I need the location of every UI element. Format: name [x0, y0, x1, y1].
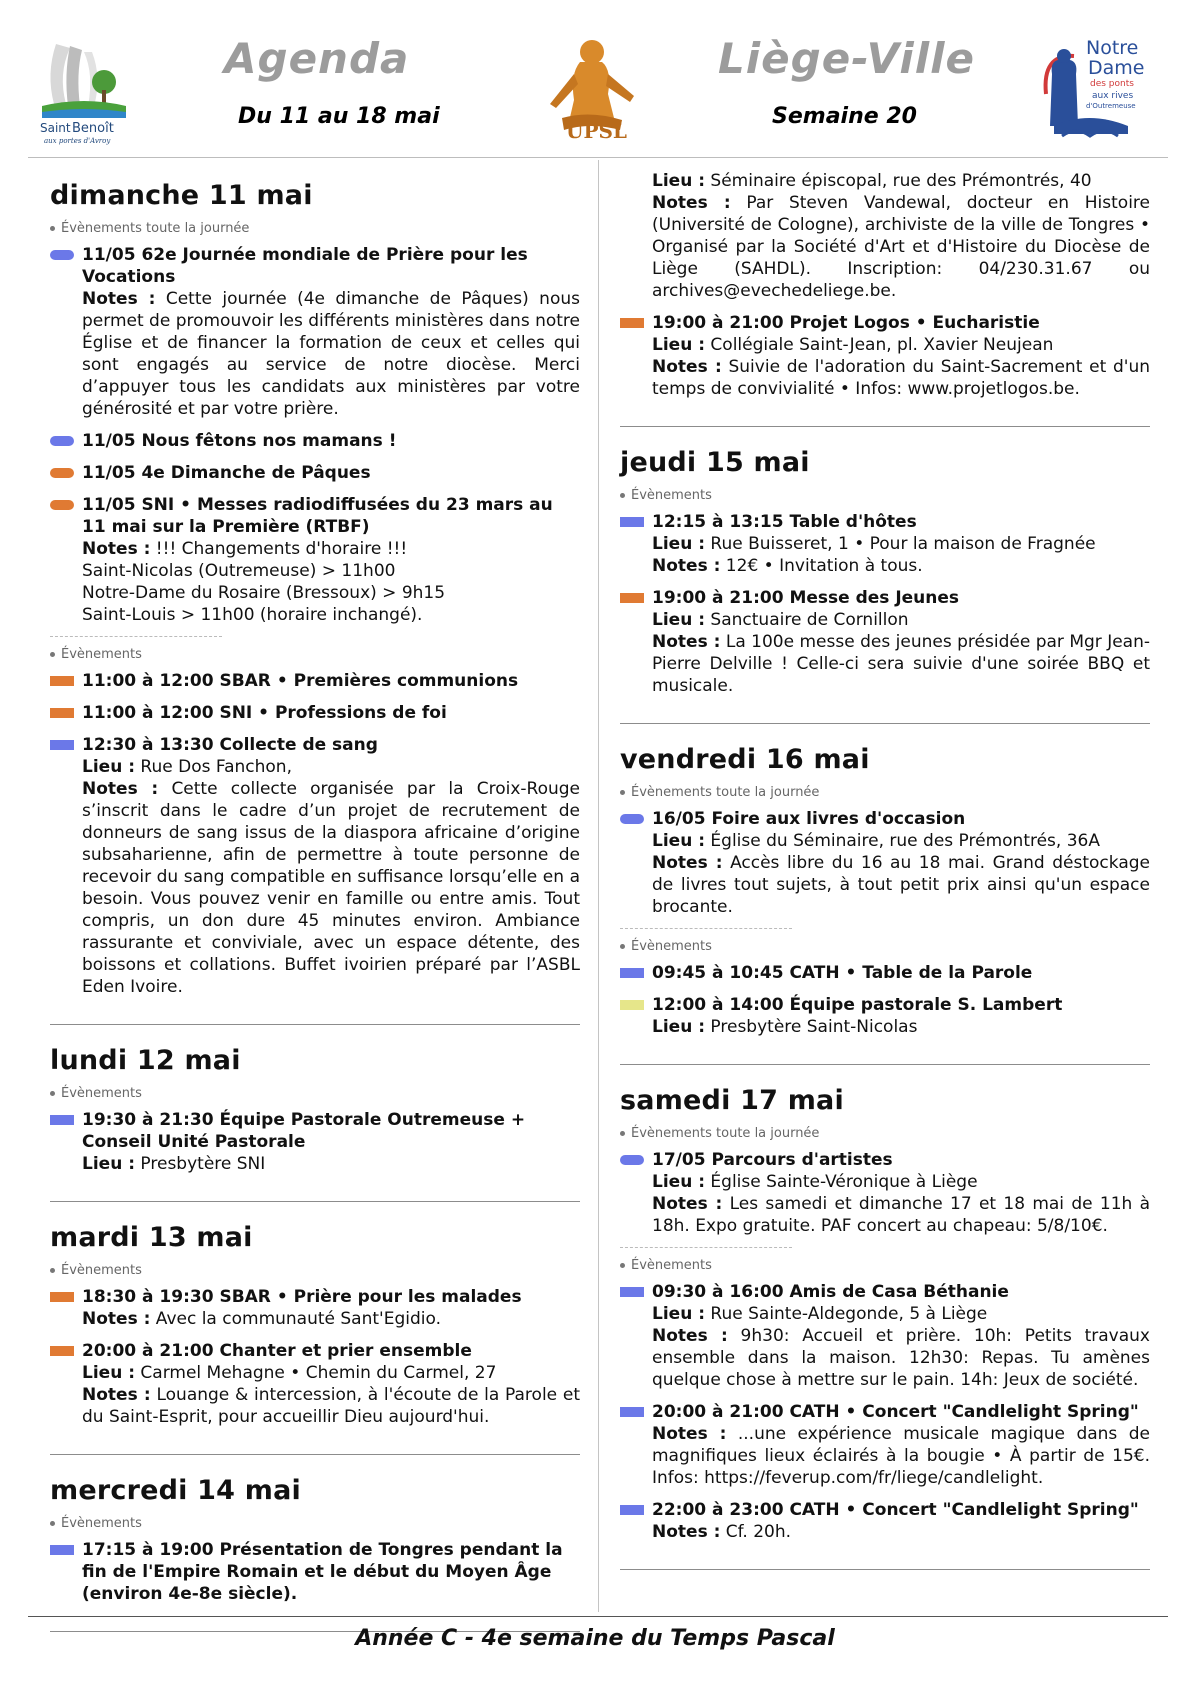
event-detail-line	[652, 1171, 1150, 1193]
detail-value: Sanctuaire de Cornillon	[705, 610, 909, 630]
detail-value: Saint-Louis > 11h00 (horaire inchangé).	[82, 605, 423, 625]
section-separator	[620, 1247, 792, 1248]
bullet-icon	[620, 1131, 625, 1136]
detail-value: Par Steven Vandewal, docteur en Histoire (Université de Cologne), archiviste de la ville de Tongres • Organisé par la Société d'Art et d'Histoire du Diocèse de Liège (SAHDL). Inscription: 04/230.31.67 ou archives@evechedeliege.be.	[652, 193, 1150, 301]
event-color-marker	[50, 500, 74, 510]
bullet-icon	[50, 652, 55, 657]
detail-key: Notes :	[652, 1326, 728, 1346]
section-separator	[620, 928, 792, 929]
event-color-marker	[620, 814, 644, 824]
detail-value: Presbytère Saint-Nicolas	[705, 1017, 918, 1037]
logo-right-line1: Notre	[1086, 37, 1139, 59]
event-title: 12:30 à 13:30 Collecte de sang	[82, 735, 378, 755]
day-title: mercredi 14 mai	[50, 1475, 301, 1506]
event-detail-line	[652, 1521, 1150, 1543]
detail-value: Saint-Nicolas (Outremeuse) > 11h00	[82, 561, 396, 581]
detail-value: Cf. 20h.	[720, 1522, 792, 1542]
detail-key: Lieu :	[652, 610, 706, 630]
detail-value: Suivie de l'adoration du Saint-Sacrement et d'un temps de convivialité • Infos: www.projetlogos.be.	[652, 357, 1150, 399]
detail-value: Rue Buisseret, 1 • Pour la maison de Fragnée	[705, 534, 1096, 554]
detail-value: Carmel Mehagne • Chemin du Carmel, 27	[135, 1363, 497, 1383]
event-color-marker	[620, 318, 644, 328]
event-detail-line	[82, 1308, 580, 1330]
section-label-text: Évènements	[61, 1263, 142, 1278]
upsl-logo	[530, 34, 650, 146]
event-detail-line	[82, 1362, 580, 1384]
detail-key: Lieu :	[652, 335, 706, 355]
day-title: dimanche 11 mai	[50, 180, 313, 211]
column-divider	[598, 160, 599, 1612]
event-title: 11/05 Nous fêtons nos mamans !	[82, 431, 397, 451]
logo-right-line5: d'Outremeuse	[1086, 102, 1136, 110]
event-title: 19:00 à 21:00 Messe des Jeunes	[652, 588, 960, 608]
event-item	[620, 587, 1150, 697]
bullet-icon	[50, 1268, 55, 1273]
event-color-marker	[620, 968, 644, 978]
section-label	[50, 1516, 580, 1531]
detail-key: Notes :	[82, 1385, 151, 1405]
detail-key: Notes :	[82, 539, 151, 559]
event-detail-line	[82, 604, 580, 626]
page-header	[0, 0, 1190, 160]
logo-right-line3: des ponts	[1090, 79, 1134, 89]
detail-key: Lieu :	[652, 534, 706, 554]
event-item	[620, 1401, 1150, 1489]
event-detail-line	[652, 852, 1150, 918]
saint-benoit-logo	[36, 34, 132, 146]
detail-value: !!! Changements d'horaire !!!	[150, 539, 408, 559]
event-detail-line	[652, 533, 1150, 555]
section-label-text: Évènements toute la journée	[61, 221, 250, 236]
event-title: 19:30 à 21:30 Équipe Pastorale Outremeuse + Conseil Unité Pastorale	[82, 1110, 526, 1152]
page-footer: Année C - 4e semaine du Temps Pascal	[355, 1626, 835, 1651]
detail-key: Lieu :	[652, 1304, 706, 1324]
logo-left-tagline: aux portes d'Avroy	[44, 137, 111, 145]
section-label	[50, 1263, 580, 1278]
detail-key: Notes :	[652, 1522, 721, 1542]
detail-value: Notre-Dame du Rosaire (Bressoux) > 9h15	[82, 583, 446, 603]
event-item	[620, 1281, 1150, 1391]
section-label-text: Évènements	[61, 1516, 142, 1531]
event-color-marker	[620, 1407, 644, 1417]
event-color-marker	[50, 436, 74, 446]
continued-event	[620, 170, 1150, 302]
bullet-icon	[620, 493, 625, 498]
section-label-text: Évènements	[61, 647, 142, 662]
detail-key: Notes :	[652, 1424, 727, 1444]
detail-key: Lieu :	[652, 1017, 706, 1037]
day-block	[50, 180, 580, 1025]
event-color-marker	[620, 517, 644, 527]
event-item	[620, 962, 1150, 984]
agenda-title: Agenda	[224, 34, 410, 83]
event-detail-line	[652, 334, 1150, 356]
event-color-marker	[50, 708, 74, 718]
event-color-marker	[50, 676, 74, 686]
day-block-continued	[620, 302, 1150, 427]
day-block	[50, 1222, 580, 1455]
logo-left-line1: Saint	[40, 121, 71, 135]
event-detail-line	[652, 631, 1150, 697]
section-label	[50, 1086, 580, 1101]
section-label	[620, 1126, 1150, 1141]
event-item	[50, 1539, 580, 1605]
event-item	[50, 494, 580, 626]
bullet-icon	[50, 226, 55, 231]
event-item	[50, 1340, 580, 1428]
detail-value: Les samedi et dimanche 17 et 18 mai de 11h à 18h. Expo gratuite. PAF concert au chapeau: 5/8/10€.	[652, 1194, 1150, 1236]
event-detail-line	[652, 830, 1150, 852]
detail-key: Notes :	[652, 1194, 723, 1214]
detail-key: Notes :	[652, 632, 721, 652]
event-detail-line	[652, 555, 1150, 577]
event-detail-line	[652, 170, 1150, 192]
day-block	[50, 1475, 580, 1632]
day-block	[50, 1045, 580, 1202]
event-detail-line	[652, 192, 1150, 302]
detail-key: Lieu :	[82, 757, 136, 777]
event-title: 12:15 à 13:15 Table d'hôtes	[652, 512, 917, 532]
event-item	[50, 1286, 580, 1330]
detail-key: Notes :	[82, 1309, 151, 1329]
event-title: 20:00 à 21:00 Chanter et prier ensemble	[82, 1341, 472, 1361]
section-label-text: Évènements toute la journée	[631, 1126, 820, 1141]
event-detail-line	[82, 582, 580, 604]
event-title: 09:45 à 10:45 CATH • Table de la Parole	[652, 963, 1033, 983]
day-block	[620, 744, 1150, 1065]
event-item	[50, 670, 580, 692]
event-color-marker	[50, 1292, 74, 1302]
detail-key: Lieu :	[652, 171, 706, 191]
event-color-marker	[620, 1155, 644, 1165]
detail-value: Collégiale Saint-Jean, pl. Xavier Neujean	[705, 335, 1054, 355]
event-title: 22:00 à 23:00 CATH • Concert "Candlelight Spring"	[652, 1500, 1139, 1520]
event-detail-line	[652, 1193, 1150, 1237]
event-detail-line	[82, 1153, 580, 1175]
section-label	[620, 939, 1150, 954]
logo-right-line2: Dame	[1088, 57, 1145, 79]
detail-key: Notes :	[652, 193, 731, 213]
bullet-icon	[620, 944, 625, 949]
detail-key: Notes :	[82, 289, 156, 309]
detail-value: Louange & intercession, à l'écoute de la Parole et du Saint-Esprit, pour accueillir Dieu aujourd'hui.	[82, 1385, 580, 1427]
event-detail-line	[82, 1384, 580, 1428]
detail-value: Avec la communauté Sant'Egidio.	[150, 1309, 441, 1329]
detail-value: Séminaire épiscopal, rue des Prémontrés, 40	[705, 171, 1092, 191]
section-label-text: Évènements toute la journée	[631, 785, 820, 800]
event-color-marker	[620, 1505, 644, 1515]
event-detail-line	[82, 538, 580, 560]
left-column	[50, 160, 580, 1642]
event-title: 17:15 à 19:00 Présentation de Tongres pendant la fin de l'Empire Romain et le début du Moyen Âge (environ 4e-8e siècle).	[82, 1540, 563, 1604]
event-item	[620, 312, 1150, 400]
event-item	[50, 1109, 580, 1175]
event-color-marker	[50, 1545, 74, 1555]
detail-value: Église Sainte-Véronique à Liège	[705, 1172, 978, 1192]
event-color-marker	[620, 593, 644, 603]
day-block	[620, 447, 1150, 724]
detail-value: La 100e messe des jeunes présidée par Mgr Jean-Pierre Delville ! Celle-ci sera suivie d'une soirée BBQ et musicale.	[652, 632, 1150, 696]
detail-key: Notes :	[652, 556, 721, 576]
event-title: 19:00 à 21:00 Projet Logos • Eucharistie	[652, 313, 1040, 333]
event-color-marker	[620, 1287, 644, 1297]
event-detail-line	[652, 1423, 1150, 1489]
section-label-text: Évènements	[631, 939, 712, 954]
section-label-text: Évènements	[631, 488, 712, 503]
event-detail-line	[652, 609, 1150, 631]
event-detail-line	[652, 1016, 1150, 1038]
event-detail-line	[82, 560, 580, 582]
day-title: vendredi 16 mai	[620, 744, 870, 775]
event-title: 17/05 Parcours d'artistes	[652, 1150, 893, 1170]
event-color-marker	[50, 740, 74, 750]
header-divider	[28, 157, 1168, 158]
day-title: samedi 17 mai	[620, 1085, 844, 1116]
event-color-marker	[50, 468, 74, 478]
section-label	[50, 647, 580, 662]
section-label	[50, 221, 580, 236]
day-title: mardi 13 mai	[50, 1222, 253, 1253]
event-color-marker	[620, 1000, 644, 1010]
event-detail-line	[652, 1303, 1150, 1325]
detail-key: Lieu :	[82, 1154, 136, 1174]
right-column	[620, 160, 1150, 1580]
detail-value: Rue Dos Fanchon,	[135, 757, 292, 777]
detail-value: Cette journée (4e dimanche de Pâques) nous permet de promouvoir les différents ministères dans notre Église et de financer la formation de ceux et celles qui sont engagés au service de notre diocèse. Merci d’appuyer tous les candidats aux ministères par votre générosité et par votre prière.	[82, 289, 580, 419]
day-title: lundi 12 mai	[50, 1045, 241, 1076]
day-title: jeudi 15 mai	[620, 447, 810, 478]
event-item	[620, 511, 1150, 577]
detail-key: Notes :	[652, 853, 723, 873]
event-color-marker	[50, 250, 74, 260]
detail-value: Accès libre du 16 au 18 mai. Grand déstockage de livres tout sujets, à tout petit prix ainsi qu'un espace brocante.	[652, 853, 1150, 917]
date-range: Du 11 au 18 mai	[238, 104, 440, 129]
detail-key: Lieu :	[82, 1363, 136, 1383]
event-detail-line	[82, 288, 580, 420]
detail-value: 9h30: Accueil et prière. 10h: Petits travaux ensemble dans la maison. 12h30: Repas. Tu amènes quelque chose à mettre sur le pain. 14h: Jeux de société.	[652, 1326, 1150, 1390]
bullet-icon	[620, 1263, 625, 1268]
detail-value: Presbytère SNI	[135, 1154, 266, 1174]
day-block	[620, 1085, 1150, 1570]
logo-center-text: UPSL	[566, 119, 627, 143]
bullet-icon	[620, 790, 625, 795]
section-label-text: Évènements	[61, 1086, 142, 1101]
detail-value: 12€ • Invitation à tous.	[720, 556, 923, 576]
detail-value: Rue Sainte-Aldegonde, 5 à Liège	[705, 1304, 988, 1324]
event-detail-line	[82, 756, 580, 778]
logo-left-line2: Benoît	[72, 121, 114, 136]
event-title: 18:30 à 19:30 SBAR • Prière pour les malades	[82, 1287, 522, 1307]
event-item	[620, 1499, 1150, 1543]
detail-key: Notes :	[82, 779, 159, 799]
event-title: 20:00 à 21:00 CATH • Concert "Candlelight Spring"	[652, 1402, 1139, 1422]
section-label	[620, 488, 1150, 503]
detail-value: Cette collecte organisée par la Croix-Rouge s’inscrit dans le cadre d’un projet de recrutement de donneurs de sang issus de la diaspora africaine d’origine subsaharienne, afin de permettre à toute personne de recevoir du sang compatible en suffisance lorsqu’elle en a besoin. Vous pouvez venir en famille ou entre amis. Tout compris, un don dure 45 minutes environ. Ambiance rassurante et conviviale, avec un espace détente, des boissons et collations. Buffet ivoirien préparé par l’ASBL Eden Ivoire.	[82, 779, 580, 997]
bullet-icon	[50, 1521, 55, 1526]
footer-divider	[28, 1616, 1168, 1617]
detail-value: Église du Séminaire, rue des Prémontrés, 36A	[705, 831, 1100, 851]
event-title: 12:00 à 14:00 Équipe pastorale S. Lambert	[652, 995, 1063, 1015]
event-item	[50, 702, 580, 724]
section-label	[620, 785, 1150, 800]
section-label	[620, 1258, 1150, 1273]
event-item	[50, 430, 580, 452]
notre-dame-logo	[1028, 34, 1158, 150]
event-item	[620, 994, 1150, 1038]
event-item	[50, 462, 580, 484]
event-title: 11/05 62e Journée mondiale de Prière pour les Vocations	[82, 245, 528, 287]
event-item	[50, 244, 580, 420]
week-number: Semaine 20	[772, 104, 917, 129]
event-title: 11:00 à 12:00 SNI • Professions de foi	[82, 703, 447, 723]
logo-right-line4: aux rives	[1092, 91, 1134, 101]
detail-value: ...une expérience musicale magique dans de magnifiques lieux éclairés à la bougie • À partir de 15€. Infos: https://feverup.com/fr/liege/candlelight.	[652, 1424, 1150, 1488]
event-color-marker	[50, 1115, 74, 1125]
event-detail-line	[82, 778, 580, 998]
event-title: 16/05 Foire aux livres d'occasion	[652, 809, 966, 829]
event-detail-line	[652, 1325, 1150, 1391]
detail-key: Notes :	[652, 357, 722, 377]
event-title: 11/05 SNI • Messes radiodiffusées du 23 mars au 11 mai sur la Première (RTBF)	[82, 495, 553, 537]
event-color-marker	[50, 1346, 74, 1356]
event-item	[620, 808, 1150, 918]
event-item	[620, 1149, 1150, 1237]
bullet-icon	[50, 1091, 55, 1096]
detail-key: Lieu :	[652, 1172, 706, 1192]
event-detail-line	[652, 356, 1150, 400]
event-title: 09:30 à 16:00 Amis de Casa Béthanie	[652, 1282, 1009, 1302]
liege-ville-title: Liège-Ville	[718, 34, 976, 83]
event-title: 11:00 à 12:00 SBAR • Premières communions	[82, 671, 519, 691]
event-title: 11/05 4e Dimanche de Pâques	[82, 463, 371, 483]
detail-key: Lieu :	[652, 831, 706, 851]
section-separator	[50, 636, 222, 637]
section-label-text: Évènements	[631, 1258, 712, 1273]
event-item	[50, 734, 580, 998]
